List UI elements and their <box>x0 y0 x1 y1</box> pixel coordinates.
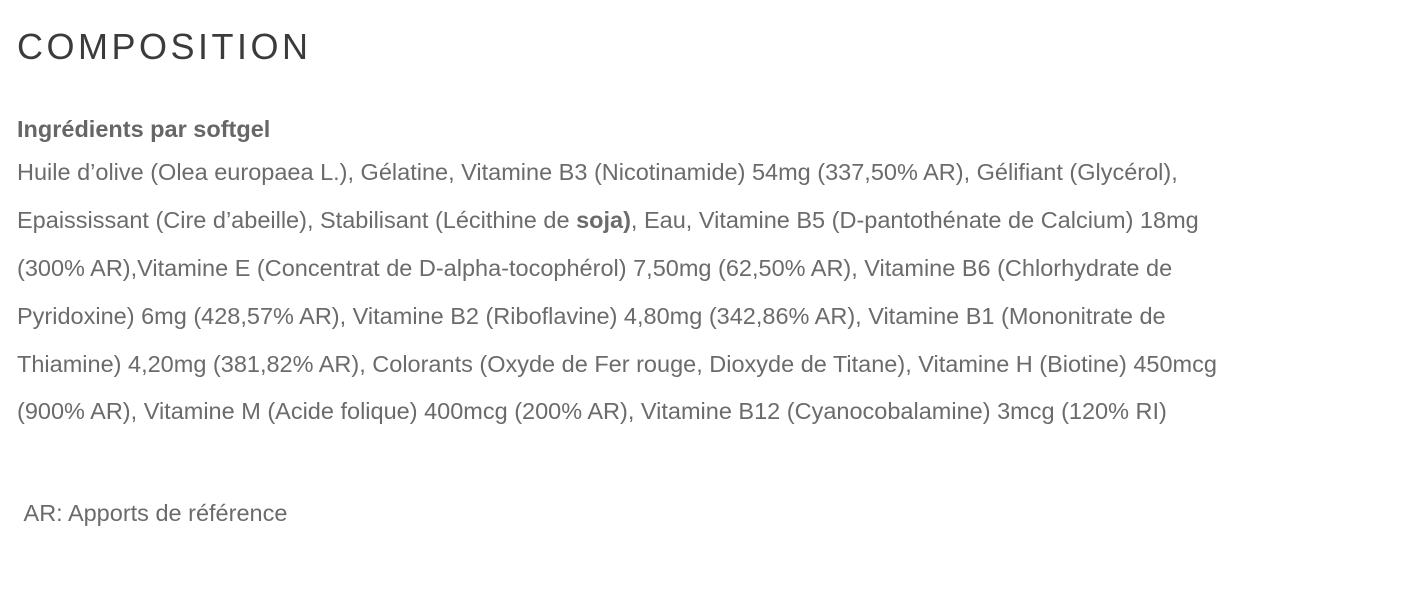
ingredients-line <box>17 341 1408 389</box>
ingredients-paragraph <box>17 149 1408 436</box>
ingredients-line <box>17 197 1408 245</box>
ingredients-line-text: Huile d’olive (Olea europaea L.), Gélatine, Vitamine B3 (Nicotinamide) 54mg (337,50% AR), Gélifiant (Glycérol), <box>17 159 1178 186</box>
ingredients-line <box>17 293 1408 341</box>
allergen-soja-bold: soja) <box>576 207 631 234</box>
ingredients-line <box>17 245 1408 293</box>
ingredients-line-text: Epaississant (Cire d’abeille), Stabilisant (Lécithine de <box>17 207 577 234</box>
ingredients-line-text: Thiamine) 4,20mg (381,82% AR), Colorants (Oxyde de Fer rouge, Dioxyde de Titane), Vitamine H (Biotine) 450mcg <box>17 350 1217 377</box>
reference-intake-footnote: AR: Apports de référence <box>17 500 288 527</box>
ingredients-line <box>17 149 1408 197</box>
ingredients-line-text: , Eau, Vitamine B5 (D-pantothénate de Calcium) 18mg <box>630 207 1199 234</box>
page-title: COMPOSITION <box>17 26 312 67</box>
ingredients-line-text: Pyridoxine) 6mg (428,57% AR), Vitamine B2 (Riboflavine) 4,80mg (342,86% AR), Vitamine B1 (Mononitrate de <box>17 302 1166 329</box>
ingredients-heading: Ingrédients par softgel <box>17 116 271 143</box>
ingredients-line-text: (900% AR), Vitamine M (Acide folique) 400mcg (200% AR), Vitamine B12 (Cyanocobalamine) 3mcg (120% RI) <box>17 398 1167 425</box>
ingredients-line <box>17 388 1408 436</box>
ingredients-line-text: (300% AR),Vitamine E (Concentrat de D-alpha-tocophérol) 7,50mg (62,50% AR), Vitamine B6 (Chlorhydrate de <box>17 254 1173 281</box>
